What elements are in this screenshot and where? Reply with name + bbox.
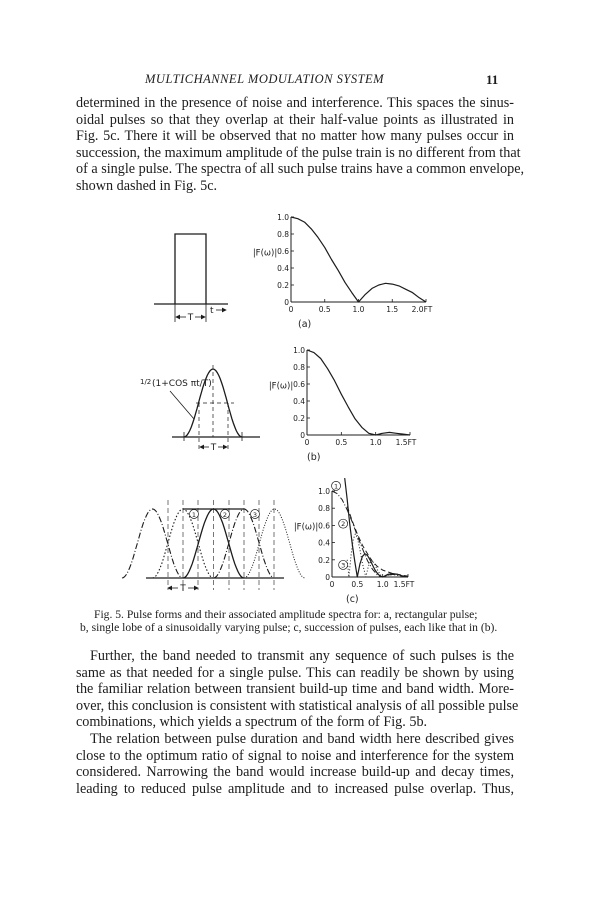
figure-caption <box>80 608 520 634</box>
y-tick-label: 0.4 <box>277 264 289 273</box>
formula-half: 1/2 <box>140 378 152 386</box>
y-tick-label: 1.0 <box>277 213 289 222</box>
text-line: the familiar relation between transient build-up time and band width. More- <box>76 681 514 697</box>
series-line <box>347 507 408 577</box>
text-line: over, this conclusion is consistent with statistical analysis of all possible pulse <box>76 697 519 714</box>
y-tick-label: 0.6 <box>277 247 289 256</box>
x-tick-label: 1.0 <box>376 580 389 589</box>
y-tick-label: 0 <box>300 431 305 440</box>
x-tick-label: 1.5FT <box>393 580 415 589</box>
text-line: of a single pulse. The spectra of all such pulse trains have a common envelope, <box>76 161 525 177</box>
chart-title: (a) <box>298 319 312 330</box>
x-tick-label: 1.0 <box>369 438 382 447</box>
pulse-id-label: 1 <box>191 511 197 519</box>
x-tick-label: 0 <box>304 438 310 447</box>
y-tick-label: 0 <box>284 298 289 307</box>
paragraph-2 <box>76 648 519 731</box>
y-axis-label: |F(ω)| <box>252 248 278 259</box>
y-tick-label: 0.6 <box>293 380 305 389</box>
y-axis-label: |F(ω)| <box>268 381 294 392</box>
y-tick-label: 0.6 <box>318 521 330 531</box>
rectangular-pulse <box>175 234 206 304</box>
y-tick-label: 0.8 <box>277 230 289 239</box>
period-label: T <box>180 584 186 594</box>
y-tick-label: 1.0 <box>293 346 305 355</box>
pulse-id-3 <box>251 510 260 520</box>
y-tick-label: 1.0 <box>318 487 330 496</box>
x-tick-label: 0 <box>288 305 294 314</box>
text-line: shown dashed in Fig. 5c. <box>76 177 218 194</box>
text-line: succession, the maximum amplitude of the pulse train is no different from that <box>76 144 521 161</box>
x-tick-label: 0.5 <box>335 438 348 447</box>
x-tick-label: 0.5 <box>318 305 331 314</box>
y-tick-label: 0.8 <box>318 504 330 514</box>
raised-cosine-pulse-diagram <box>140 365 260 453</box>
period-label: T <box>187 313 194 323</box>
series-annotation: 2 <box>341 520 346 529</box>
x-tick-label: 1.5 <box>386 305 399 314</box>
y-axis-label: |F(ω)| <box>293 522 319 533</box>
text-line: Fig. 5c. There it will be observed that no matter how many pulses occur in <box>76 128 514 144</box>
pulse-id-label: 3 <box>252 511 258 519</box>
spectrum-chart-b <box>269 346 417 463</box>
train-pulse-0 <box>122 509 183 578</box>
chart-title: (c) <box>346 594 359 605</box>
time-axis-label: t <box>210 306 214 316</box>
train-pulse-4 <box>244 509 305 578</box>
spectrum-chart-a <box>253 213 433 330</box>
formula-text: (1+COS πt/T) <box>152 379 212 389</box>
pulse-id-1 <box>190 510 199 520</box>
text-line: leading to reduced pulse amplitude and to increased pulse overlap. Thus, <box>76 780 514 797</box>
y-tick-label: 0.2 <box>318 555 330 565</box>
x-tick-label: 0.5 <box>351 580 364 589</box>
x-tick-label: 1.5FT <box>395 438 417 447</box>
paragraph-3 <box>76 731 514 797</box>
text-line: same as that needed for a single pulse. This can readily be shown by using <box>76 664 514 681</box>
chart-title: (b) <box>307 452 321 463</box>
series-annotation: 1 <box>333 482 339 491</box>
formula-pointer <box>170 391 194 419</box>
period-label: T <box>210 443 217 453</box>
text-line: determined in the presence of noise and interference. This spaces the sinus- <box>76 95 514 111</box>
text-line: oidal pulses so that they overlap at their half-value points as illustrated in <box>76 111 514 128</box>
text-line: The relation between pulse duration and band width here described gives <box>90 731 514 747</box>
pulse-id-label: 2 <box>222 511 228 519</box>
x-tick-label: 2.0FT <box>411 305 433 314</box>
text-line: considered. Narrowing the band would increase build-up and decay times, <box>76 764 514 780</box>
y-tick-label: 0.4 <box>318 538 330 548</box>
series-annotation: 3 <box>341 561 346 570</box>
x-tick-label: 1.0 <box>352 305 365 314</box>
series-line <box>291 217 426 302</box>
x-tick-label: 0 <box>329 580 335 589</box>
pulse-id-2 <box>221 510 230 520</box>
caption-line: b, single lobe of a sinusoidally varying pulse; c, succession of pulses, each like that in (b). <box>80 621 498 634</box>
y-tick-label: 0.2 <box>293 414 305 423</box>
text-line: combinations, which yields a spectrum of the form of Fig. 5b. <box>76 714 428 730</box>
y-tick-label: 0.8 <box>293 363 305 372</box>
y-tick-label: 0.4 <box>293 397 305 406</box>
caption-line: Fig. 5. Pulse forms and their associated amplitude spectra for: a, rectangular pulse; <box>94 608 478 621</box>
text-line: Further, the band needed to transmit any sequence of such pulses is the <box>90 648 514 664</box>
series-line <box>307 350 410 435</box>
pulse-train-diagram <box>122 500 305 594</box>
text-line: close to the optimum ratio of signal to noise and interference for the system <box>76 747 514 764</box>
spectrum-chart-c <box>294 478 415 605</box>
running-title: MULTICHANNEL MODULATION SYSTEM <box>145 72 385 86</box>
y-tick-label: 0.2 <box>277 281 289 290</box>
rectangular-pulse-diagram <box>154 234 228 323</box>
y-tick-label: 0 <box>325 573 330 582</box>
page-number: 11 <box>486 72 499 87</box>
